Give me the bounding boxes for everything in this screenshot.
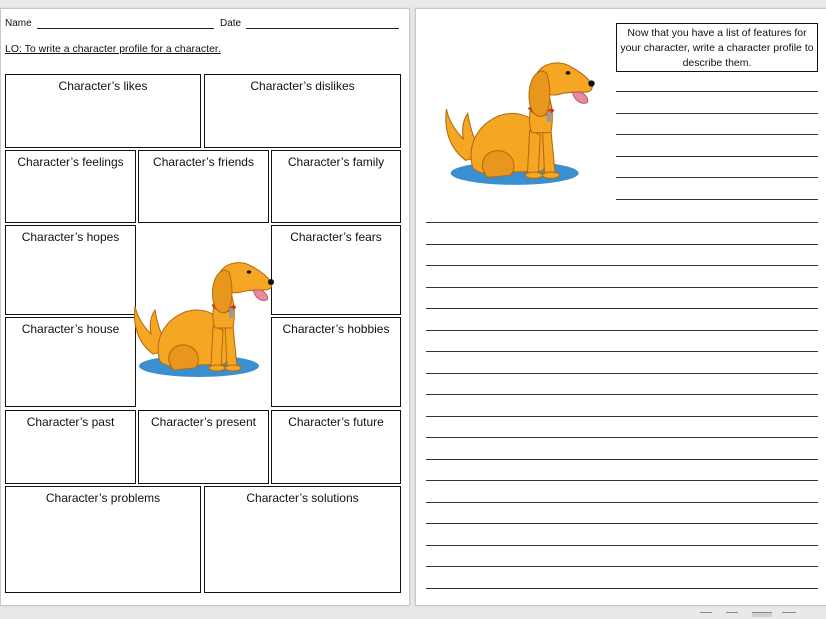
box-friends: Character’s friends <box>138 150 269 223</box>
dog-icon <box>440 53 600 193</box>
writing-line <box>426 373 818 374</box>
view-layout-icon[interactable] <box>752 612 772 617</box>
box-family: Character’s family <box>271 150 401 223</box>
box-hobbies: Character’s hobbies <box>271 317 401 407</box>
writing-line <box>426 308 818 309</box>
box-likes: Character’s likes <box>5 74 201 148</box>
name-line <box>37 28 214 29</box>
box-solutions: Character’s solutions <box>204 486 401 593</box>
writing-line <box>426 287 818 288</box>
writing-line <box>616 113 818 114</box>
box-feelings: Character’s feelings <box>5 150 136 223</box>
writing-line <box>616 199 818 200</box>
writing-line <box>426 566 818 567</box>
box-fears: Character’s fears <box>271 225 401 315</box>
writing-line <box>616 156 818 157</box>
box-future: Character’s future <box>271 410 401 484</box>
worksheet-page-right <box>415 8 826 606</box>
writing-line <box>426 480 818 481</box>
box-present: Character’s present <box>138 410 269 484</box>
view-web-icon[interactable] <box>726 612 738 617</box>
box-problems: Character’s problems <box>5 486 201 593</box>
writing-line <box>426 222 818 223</box>
view-read-icon[interactable] <box>782 612 796 617</box>
writing-line <box>426 523 818 524</box>
view-print-icon[interactable] <box>700 612 712 617</box>
date-label: Date <box>220 18 242 29</box>
learning-objective: LO: To write a character profile for a character. <box>5 43 221 55</box>
writing-line <box>426 416 818 417</box>
box-house: Character’s house <box>5 317 136 407</box>
instruction-box: Now that you have a list of features for your character, write a character profile to describe them. <box>616 23 818 72</box>
worksheet-page-left <box>0 8 410 606</box>
box-hopes: Character’s hopes <box>5 225 136 315</box>
writing-line <box>426 351 818 352</box>
writing-line <box>426 244 818 245</box>
writing-line <box>426 265 818 266</box>
writing-line <box>426 545 818 546</box>
writing-line <box>616 134 818 135</box>
date-line <box>246 28 399 29</box>
writing-line <box>426 437 818 438</box>
box-past: Character’s past <box>5 410 136 484</box>
writing-line <box>426 330 818 331</box>
writing-line <box>426 394 818 395</box>
writing-line <box>426 588 818 589</box>
dog-icon <box>129 254 279 384</box>
writing-line <box>616 91 818 92</box>
name-label: Name <box>5 18 32 29</box>
writing-line <box>616 177 818 178</box>
box-dislikes: Character’s dislikes <box>204 74 401 148</box>
writing-line <box>426 459 818 460</box>
writing-line <box>426 502 818 503</box>
